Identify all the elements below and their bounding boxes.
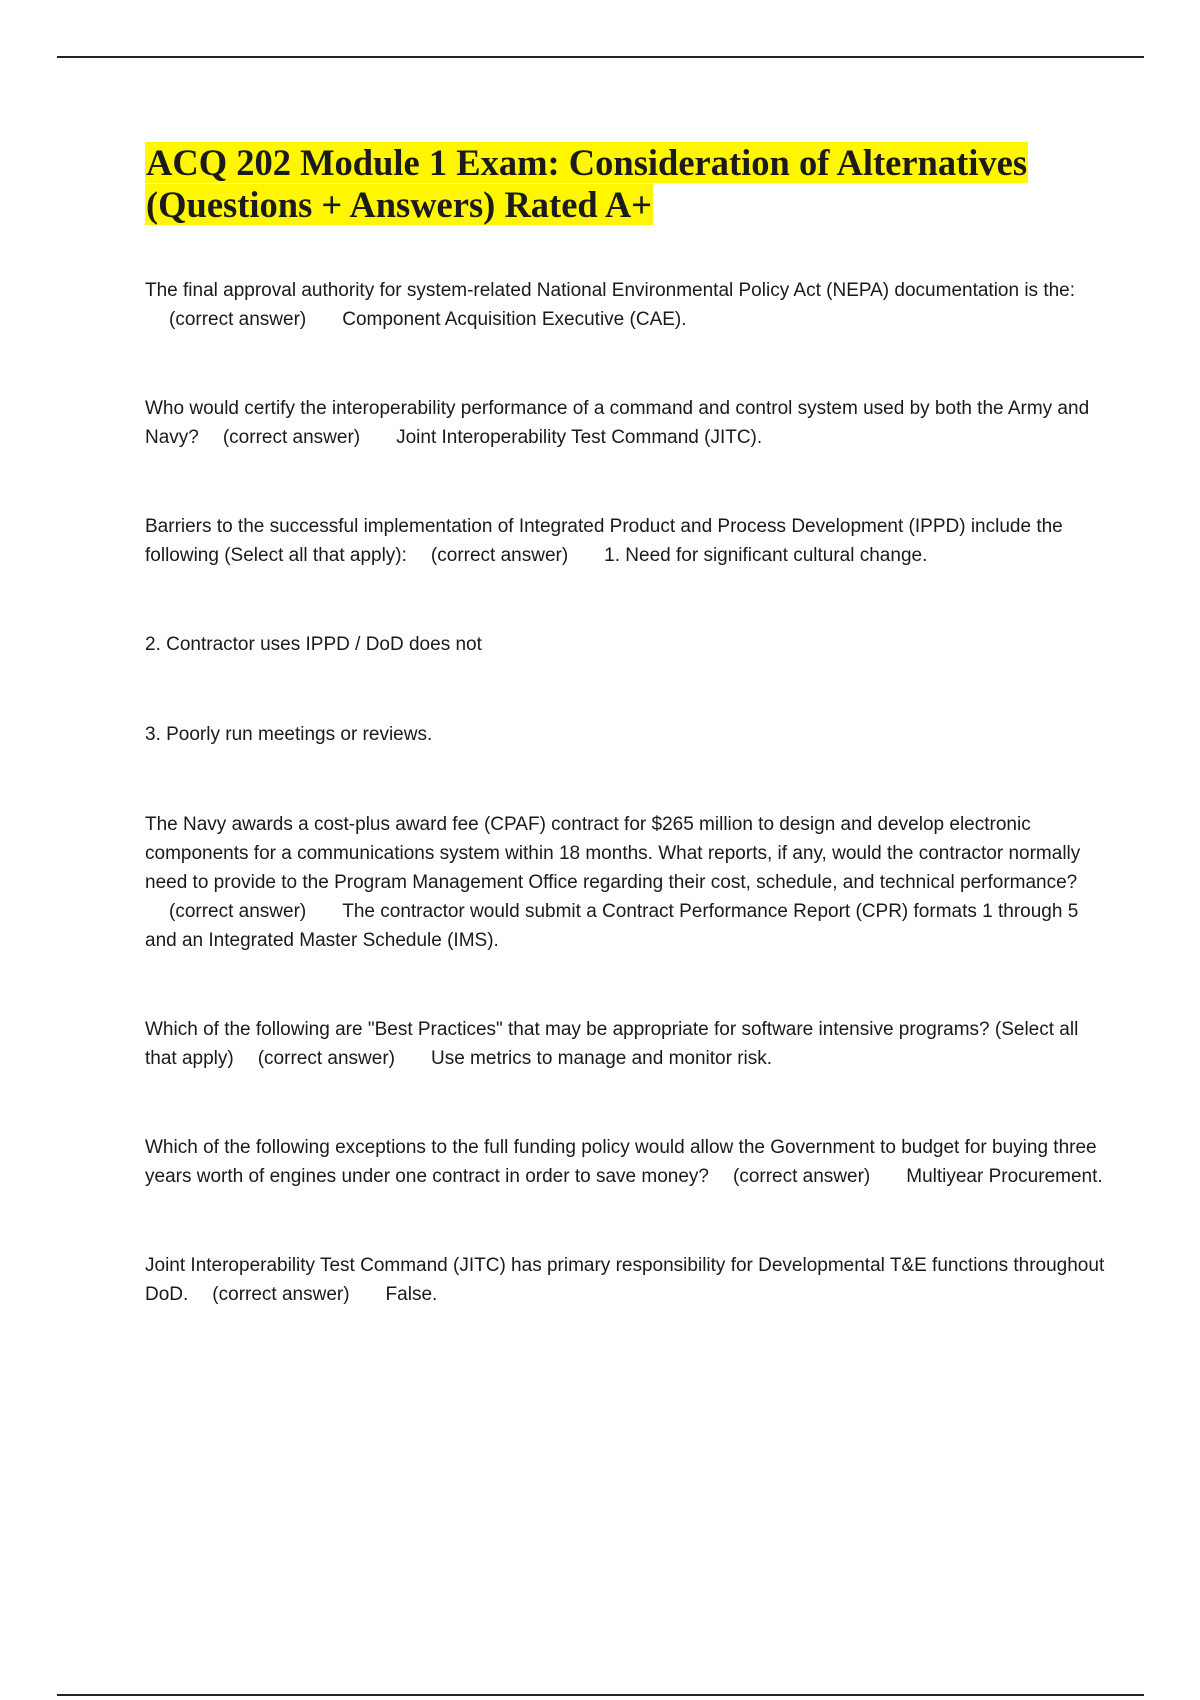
answer-marker: (correct answer) (733, 1166, 871, 1187)
document-body (145, 142, 1110, 1369)
question-text: The final approval authority for system-related National Environmental Policy Act (NEPA) documentation is the: (145, 280, 1076, 301)
question-text: Who would certify the interoperability performance of a command and control system used by both the Army and Navy? (145, 398, 1095, 448)
question-text: Barriers to the successful implementation of Integrated Product and Process Development (IPPD) include the following (Select all that apply): (145, 516, 1069, 566)
qa-item (145, 1015, 1105, 1073)
list-item: 3. Poorly run meetings or reviews. (145, 724, 433, 745)
answer-text: Component Acquisition Executive (CAE). (342, 309, 687, 330)
title-line-2: (Questions + Answers) Rated A+ (146, 184, 652, 225)
question-text: Joint Interoperability Test Command (JITC) has primary responsibility for Developmental T&E functions throughout DoD. (145, 1255, 1110, 1305)
bottom-rule (57, 1694, 1144, 1696)
answer-marker: (correct answer) (430, 545, 569, 566)
answer-marker: (correct answer) (222, 427, 361, 448)
answer-marker: (correct answer) (169, 309, 307, 330)
answer-text: False. (385, 1284, 438, 1305)
top-rule (57, 56, 1144, 58)
answer-text: Multiyear Procurement. (906, 1166, 1103, 1187)
answer-text: Use metrics to manage and monitor risk. (430, 1048, 773, 1069)
qa-item (145, 1133, 1105, 1191)
answer-text: 1. Need for significant cultural change. (604, 545, 928, 566)
qa-item (145, 394, 1105, 452)
qa-item (145, 1251, 1110, 1309)
qa-item (145, 276, 1105, 334)
question-text: Which of the following are "Best Practices" that may be appropriate for software intensive programs? (Select all that apply) (145, 1019, 1084, 1069)
answer-marker: (correct answer) (212, 1284, 350, 1305)
answer-marker: (correct answer) (169, 901, 307, 922)
page-title (145, 142, 1105, 226)
list-item: 2. Contractor uses IPPD / DoD does not (145, 634, 482, 655)
answer-marker: (correct answer) (257, 1048, 395, 1069)
qa-item (145, 512, 1105, 570)
question-text: Which of the following exceptions to the full funding policy would allow the Government to budget for buying three years worth of engines under one contract in order to save money? (145, 1137, 1102, 1187)
answer-text: The contractor would submit a Contract Performance Report (CPR) formats 1 through 5 and an Integrated Master Schedule (IMS). (145, 901, 1084, 951)
answer-text: Joint Interoperability Test Command (JITC). (396, 427, 763, 448)
question-text: The Navy awards a cost-plus award fee (CPAF) contract for $265 million to design and develop electronic components for a communications system within 18 months. What reports, if any, would the contractor normally need to provide to the Program Management Office regarding their cost, schedule, and technical performance? (145, 814, 1086, 893)
title-line-1: ACQ 202 Module 1 Exam: Consideration of Alternatives (146, 142, 1028, 183)
qa-list (145, 276, 1110, 1309)
qa-item (145, 810, 1105, 955)
